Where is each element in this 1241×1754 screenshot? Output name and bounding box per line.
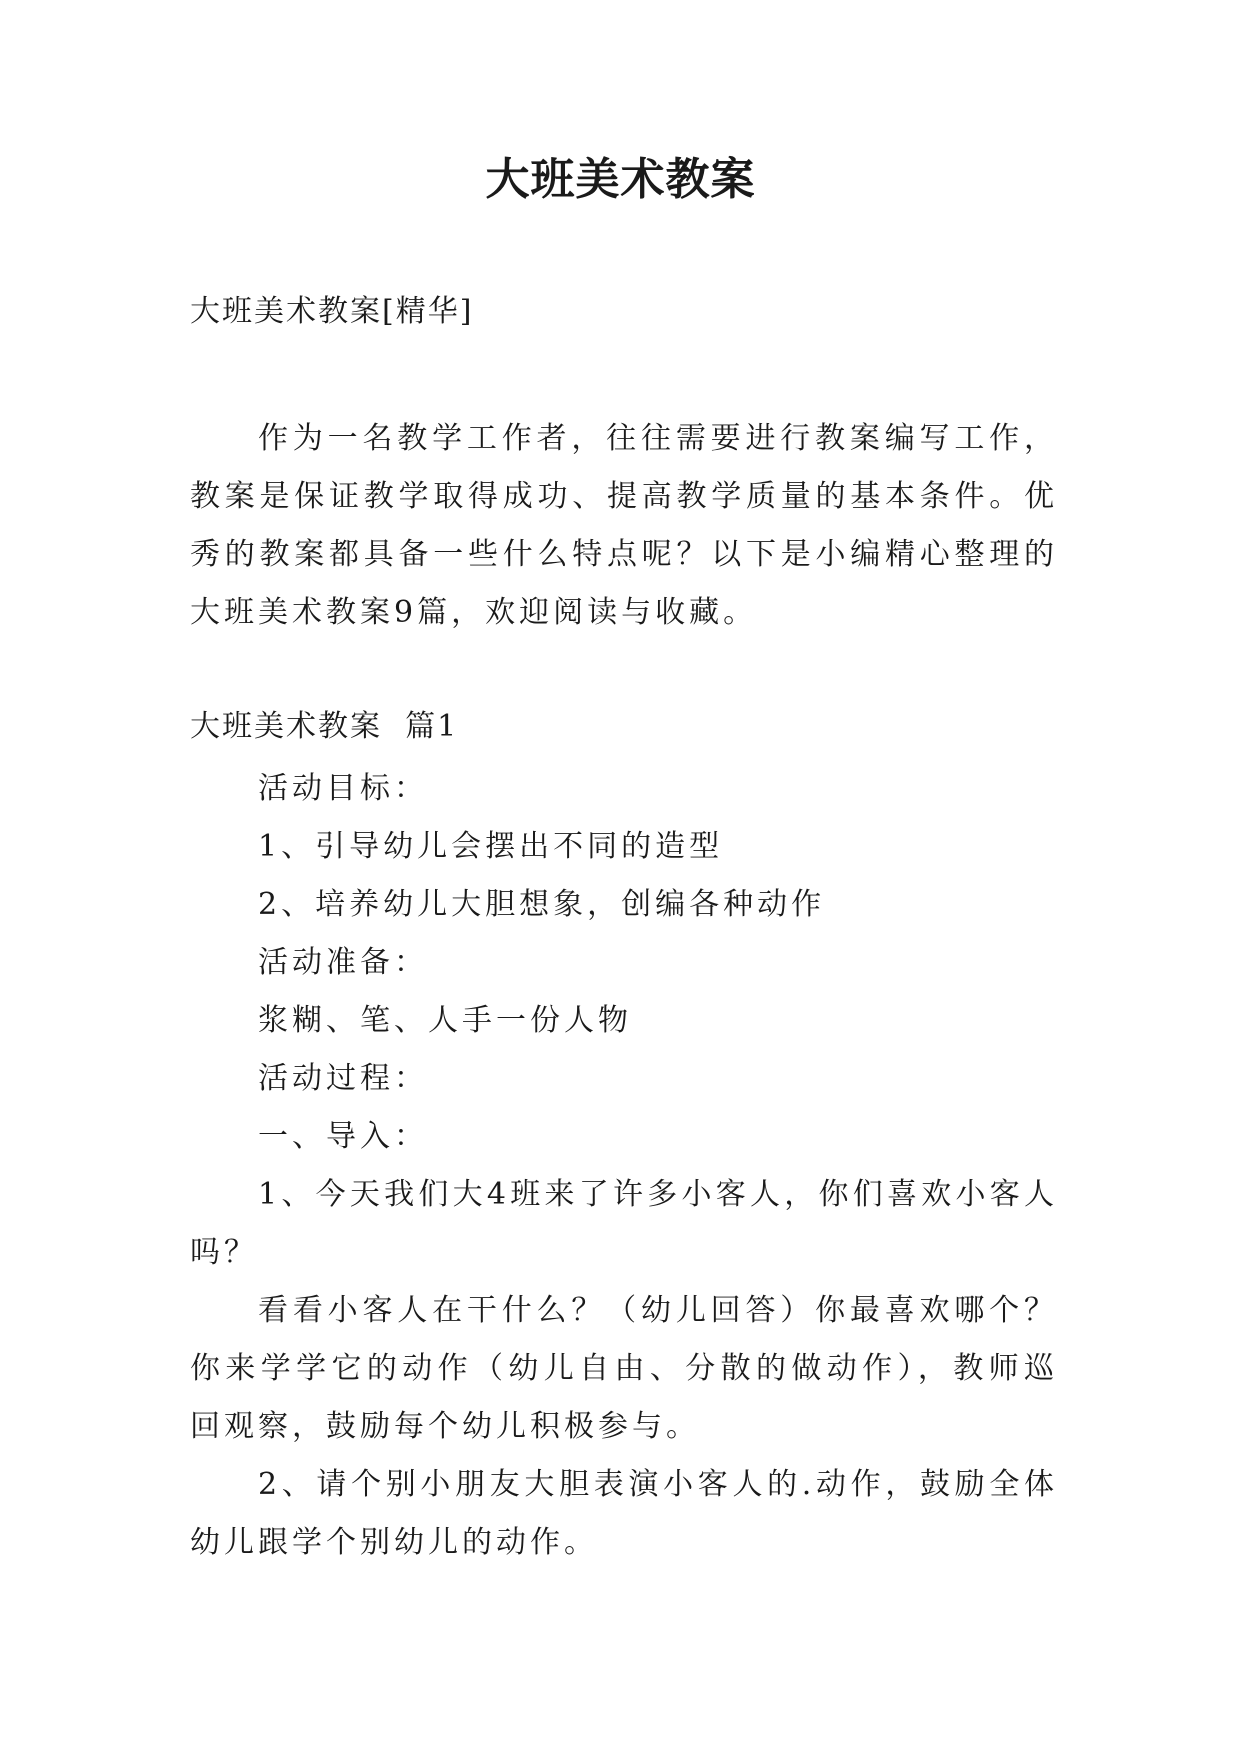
section-heading: 大班美术教案 篇1 (190, 709, 459, 744)
paragraph-step-2: 2、请个别小朋友大胆表演小客人的.动作，鼓励全体幼儿跟学个别幼儿的动作。 (190, 1467, 1058, 1560)
document-subtitle: 大班美术教案[精华] (190, 294, 474, 329)
paragraph-goal-2: 2、培养幼儿大胆想象，创编各种动作 (258, 887, 826, 922)
section-content (190, 760, 1058, 1572)
paragraph-preparation-label: 活动准备： (258, 945, 428, 980)
paragraph-materials: 浆糊、笔、人手一份人物 (258, 1003, 632, 1038)
paragraph-activity-goals-label: 活动目标： (258, 771, 428, 806)
document-title: 大班美术教案 (485, 154, 756, 205)
paragraph-step-1: 1、今天我们大4班来了许多小客人，你们喜欢小客人吗？ (190, 1177, 1058, 1270)
intro-paragraph: 作为一名教学工作者，往往需要进行教案编写工作，教案是保证教学取得成功、提高教学质量的基本条件。优秀的教案都具备一些什么特点呢？以下是小编精心整理的大班美术教案9篇，欢迎阅读与收藏。 (190, 421, 1058, 630)
paragraph-observation: 看看小客人在干什么？（幼儿回答）你最喜欢哪个？你来学学它的动作（幼儿自由、分散的做动作），教师巡回观察，鼓励每个幼儿积极参与。 (190, 1293, 1058, 1444)
paragraph-goal-1: 1、引导幼儿会摆出不同的造型 (258, 829, 724, 864)
paragraph-intro-step: 一、导入： (258, 1119, 428, 1154)
paragraph-process-label: 活动过程： (258, 1061, 428, 1096)
